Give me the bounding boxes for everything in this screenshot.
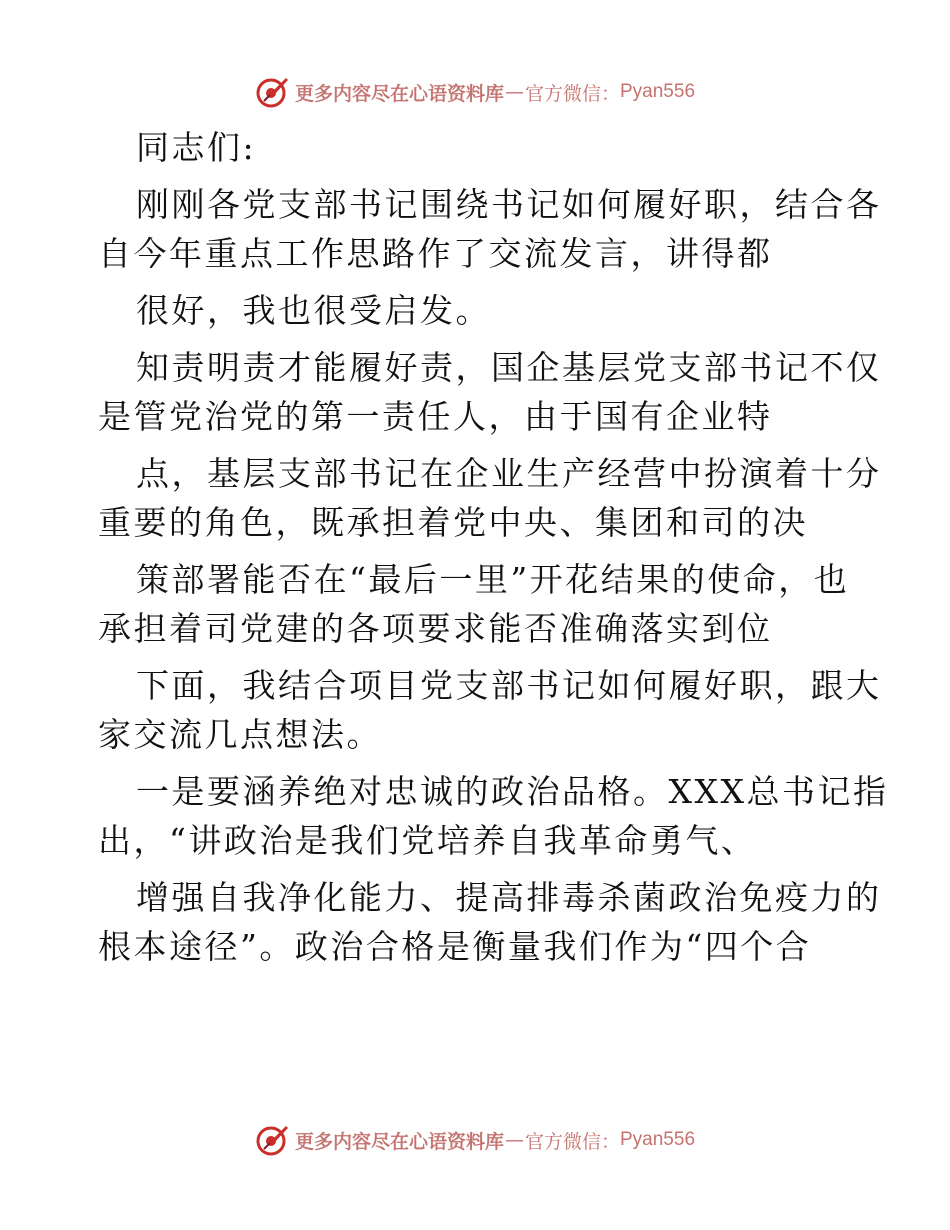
header-banner <box>0 72 950 112</box>
text-line: 刚刚各党支部书记围绕书记如何履好职，结合各 <box>136 185 882 224</box>
text-line: 一是要涵养绝对忠诚的政治品格。XXX总书记指 <box>136 772 889 811</box>
text-line: 点，基层支部书记在企业生产经营中扮演着十分 <box>136 454 882 493</box>
brand-text: 更多内容尽在心语资料库 <box>294 1130 504 1153</box>
text-line: 增强自我净化能力、提高排毒杀菌政治免疫力的 <box>136 878 882 917</box>
text-line: 同志们: <box>136 128 257 167</box>
banner-separator: — <box>504 81 524 103</box>
footer-banner <box>0 1120 950 1160</box>
brand-text: 更多内容尽在心语资料库 <box>294 82 504 105</box>
text-line: 下面，我结合项目党支部书记如何履好职，跟大 <box>136 666 882 705</box>
text-line: 很好，我也很受启发。 <box>136 291 491 330</box>
document-body <box>98 123 889 971</box>
wechat-handle: Pyan556 <box>620 81 696 102</box>
text-line: 根本途径”。政治合格是衡量我们作为“四个合 <box>98 927 812 966</box>
quill-circle-logo-icon <box>255 1123 289 1157</box>
text-line: 是管党治党的第一责任人，由于国有企业特 <box>98 397 773 436</box>
wechat-label: 官方微信： <box>524 1130 620 1153</box>
text-line: 承担着司党建的各项要求能否准确落实到位 <box>98 609 773 648</box>
text-line: 知责明责才能履好责，国企基层党支部书记不仅 <box>136 348 882 387</box>
text-line: 自今年重点工作思路作了交流发言，讲得都 <box>98 234 773 273</box>
text-line: 家交流几点想法。 <box>98 715 382 754</box>
wechat-handle: Pyan556 <box>620 1129 696 1150</box>
text-line: 策部署能否在“最后一里”开花结果的使命，也 <box>136 560 850 599</box>
text-line: 出，“讲政治是我们党培养自我革命勇气、 <box>98 821 757 860</box>
quill-circle-logo-icon <box>255 75 289 109</box>
wechat-label: 官方微信： <box>524 82 620 105</box>
text-line: 重要的角色，既承担着党中央、集团和司的决 <box>98 503 808 542</box>
banner-separator: — <box>504 1129 524 1151</box>
